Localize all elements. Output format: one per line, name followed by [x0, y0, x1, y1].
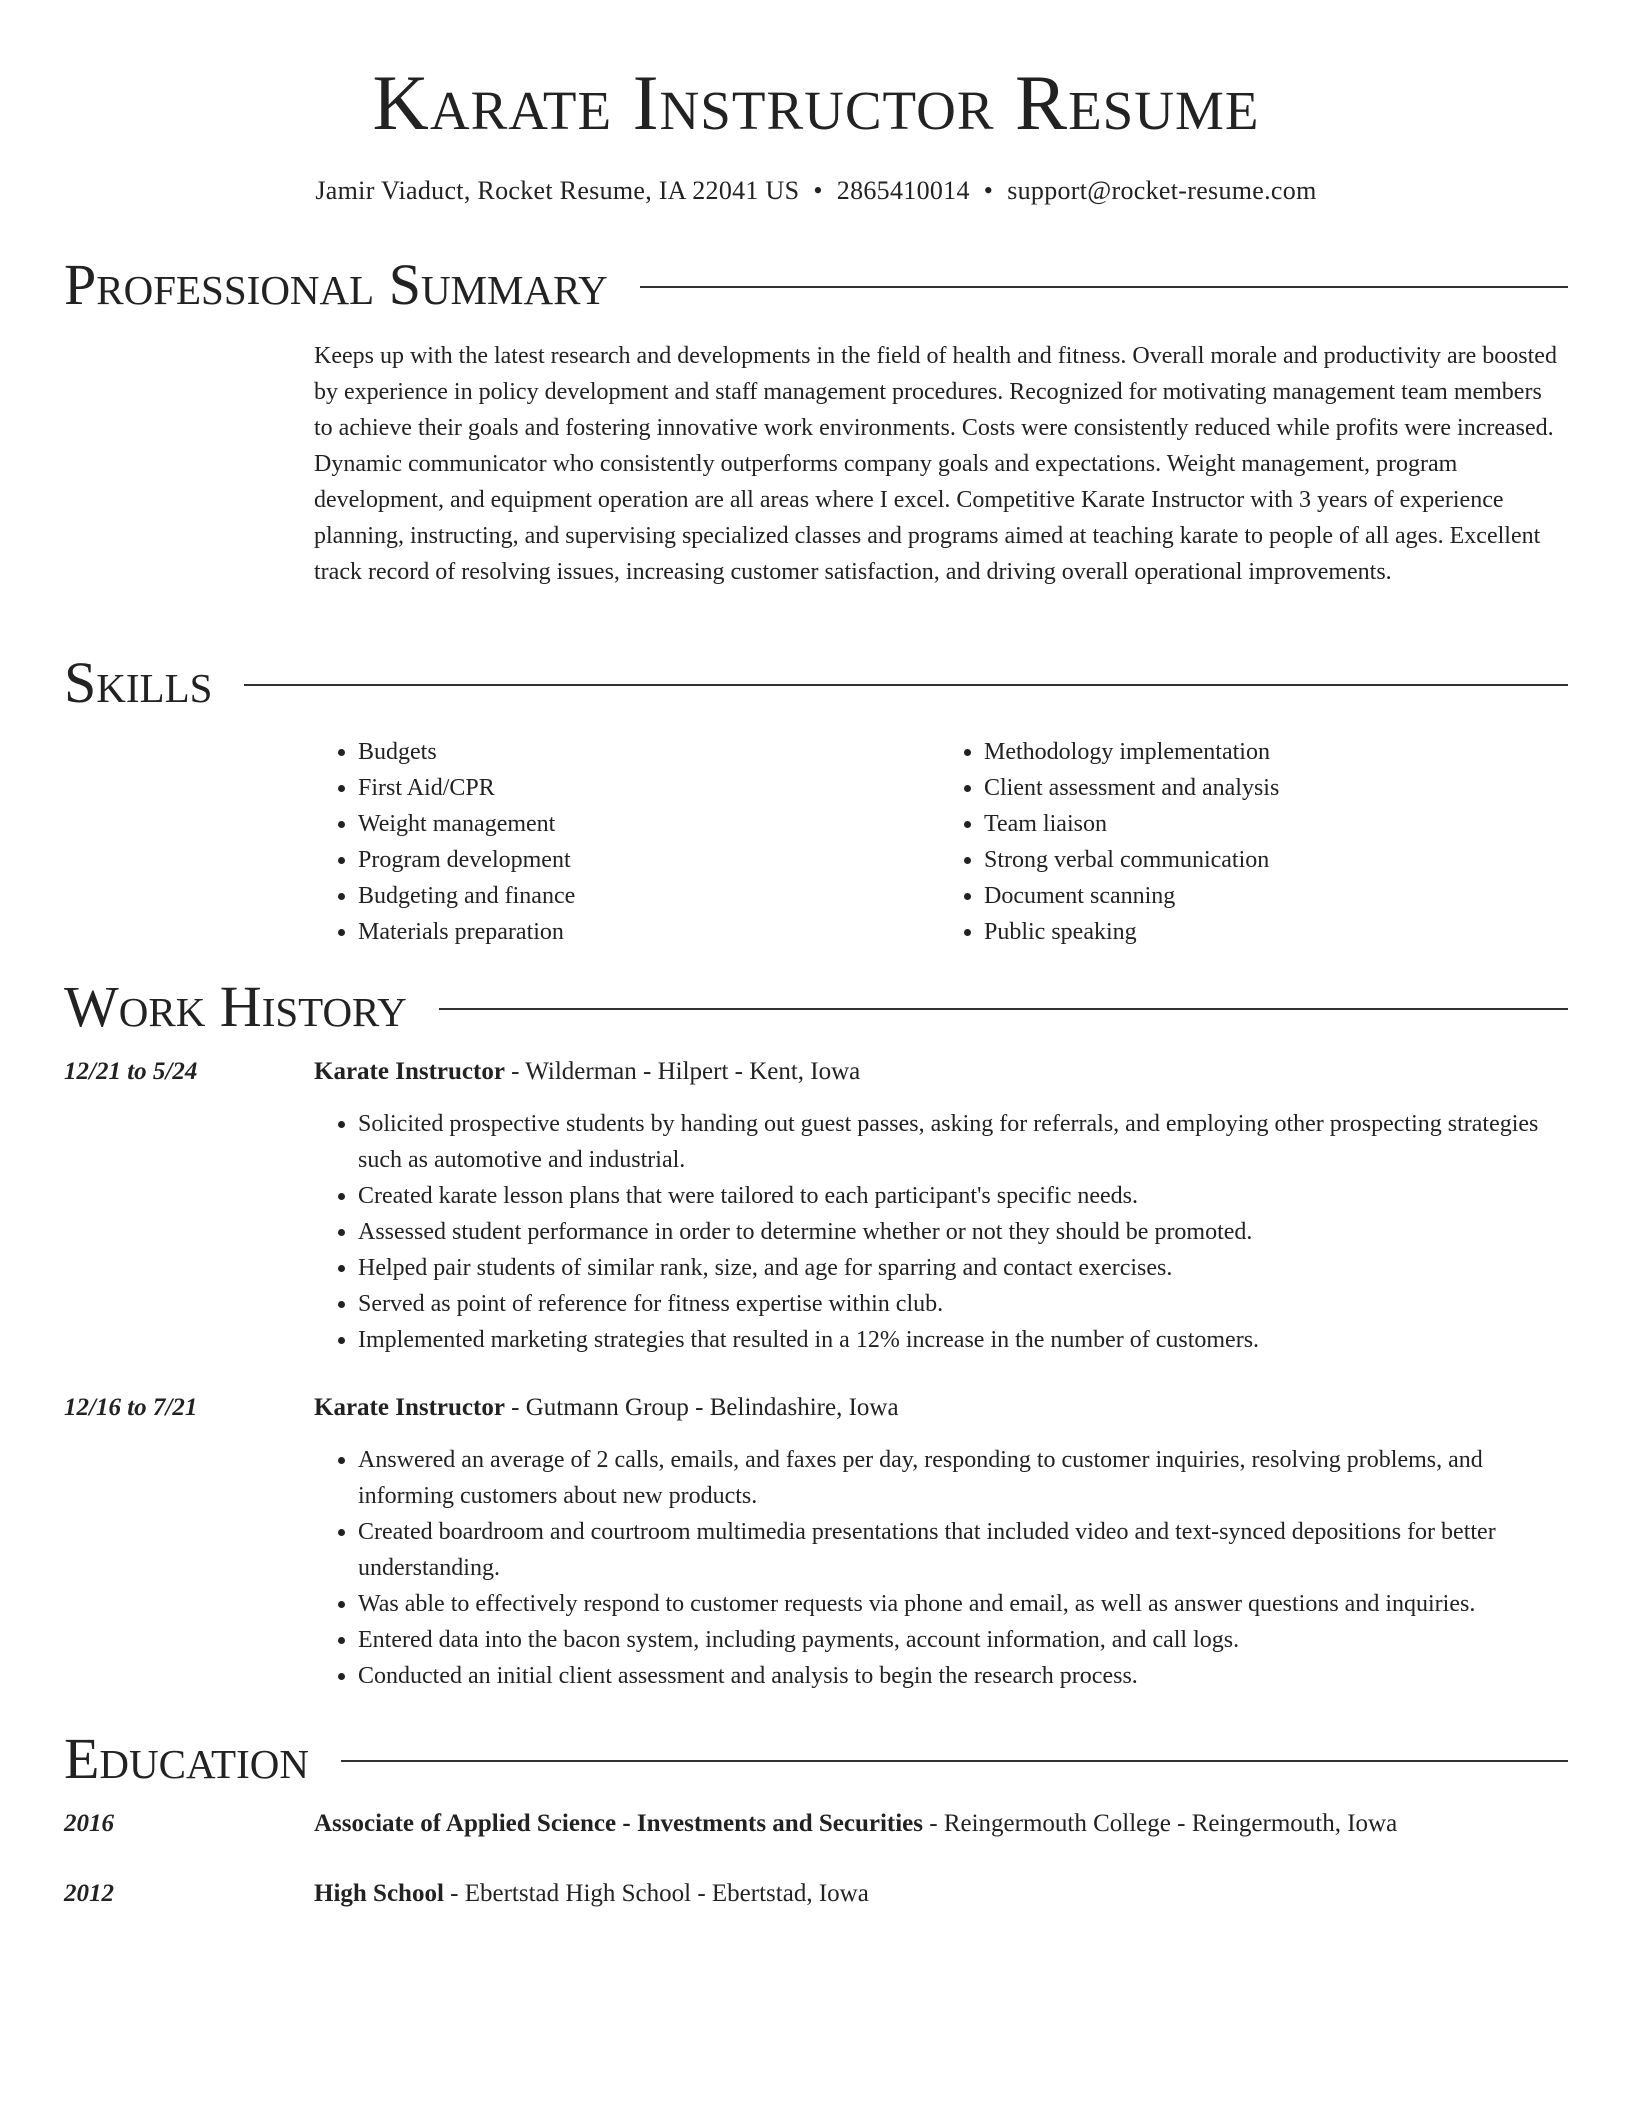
work-date: 12/21 to 5/24 [64, 1058, 198, 1085]
employer-location: - Gutmann Group - Belindashire, Iowa [504, 1394, 899, 1421]
contact-separator: • [813, 176, 823, 205]
education-entry [64, 1876, 1566, 1912]
skill-item: • Budgeting and finance [358, 878, 940, 914]
employer-location: - Wilderman - Hilpert - Kent, Iowa [504, 1058, 861, 1085]
degree-name: High School [314, 1880, 444, 1907]
skills-list [314, 734, 1566, 950]
summary-text: Keeps up with the latest research and developments in the field of health and fitness. Overall morale and productivity are boosted by experience in policy development and staff management procedures. Recognized for motivating management team members to achieve their goals and fostering innovative work environments. Costs were consistently reduced while profits were increased. Dynamic communicator who consistently outperforms company goals and expectations. Weight management, program development, and equipment operation are all areas where I excel. Competitive Karate Instructor with 3 years of experience planning, instructing, and supervising specialized classes and programs aimed at teaching karate to people of all ages. Excellent track record of resolving issues, increasing customer satisfaction, and driving overall operational improvements. [314, 343, 1557, 585]
work-bullet: • Helped pair students of similar rank, size, and age for sparring and contact exercises. [358, 1250, 1566, 1286]
work-bullet: • Was able to effectively respond to customer requests via phone and email, as well as answer questions and inquiries. [358, 1586, 1566, 1622]
work-bullet: • Implemented marketing strategies that resulted in a 12% increase in the number of customers. [358, 1322, 1566, 1358]
skill-item: • Team liaison [984, 806, 1566, 842]
skill-item: • Weight management [358, 806, 940, 842]
school-location: - Reingermouth College - Reingermouth, Iowa [923, 1810, 1398, 1837]
section-divider [244, 684, 1568, 686]
skill-item: • Strong verbal communication [984, 842, 1566, 878]
work-bullet: • Served as point of reference for fitness expertise within club. [358, 1286, 1566, 1322]
education-heading [314, 1876, 1566, 1912]
school-location: - Ebertstad High School - Ebertstad, Iowa [443, 1880, 869, 1907]
education-entry [64, 1806, 1566, 1842]
work-bullet: • Created boardroom and courtroom multimedia presentations that included video and text-synced depositions for better understanding. [358, 1514, 1566, 1586]
section-divider [439, 1008, 1568, 1010]
contact-line [0, 174, 1632, 208]
work-bullet: • Answered an average of 2 calls, emails, and faxes per day, responding to customer inquiries, resolving problems, and informing customers about new products. [358, 1442, 1566, 1514]
contact-separator: • [983, 176, 994, 205]
section-title-summary: Professional Summary [64, 252, 608, 317]
section-title-skills: Skills [64, 650, 213, 715]
skill-item: • Document scanning [984, 878, 1566, 914]
education-heading [314, 1806, 1566, 1842]
contact-phone: 2865410014 [836, 176, 970, 205]
contact-email: support@rocket-resume.com [1007, 176, 1317, 205]
contact-address: Jamir Viaduct, Rocket Resume, IA 22041 US [315, 176, 800, 205]
work-entry [64, 1390, 1566, 1694]
job-title: Karate Instructor [314, 1058, 505, 1085]
work-bullets [314, 1106, 1566, 1358]
skill-item: • First Aid/CPR [358, 770, 940, 806]
work-date: 12/16 to 7/21 [64, 1394, 198, 1421]
work-bullet: • Solicited prospective students by handing out guest passes, asking for referrals, and employing other prospecting strategies such as automotive and industrial. [358, 1106, 1566, 1178]
section-header-summary [64, 252, 1568, 318]
work-bullet: • Conducted an initial client assessment and analysis to begin the research process. [358, 1658, 1566, 1694]
section-divider [640, 286, 1568, 288]
work-bullet: • Assessed student performance in order to determine whether or not they should be promoted. [358, 1214, 1566, 1250]
skill-item: • Client assessment and analysis [984, 770, 1566, 806]
work-heading [314, 1054, 1566, 1090]
section-header-skills [64, 650, 1568, 716]
work-bullets [314, 1442, 1566, 1694]
work-entry [64, 1054, 1566, 1358]
skill-item: • Methodology implementation [984, 734, 1566, 770]
skill-item: • Public speaking [984, 914, 1566, 950]
job-title: Karate Instructor [314, 1394, 505, 1421]
section-header-education [64, 1726, 1568, 1792]
work-bullet: • Entered data into the bacon system, including payments, account information, and call logs. [358, 1622, 1566, 1658]
skill-item: • Budgets [358, 734, 940, 770]
skill-item: • Program development [358, 842, 940, 878]
section-title-education: Education [64, 1726, 309, 1791]
skill-item: • Materials preparation [358, 914, 940, 950]
section-title-work: Work History [64, 974, 407, 1039]
degree-name: Associate of Applied Science - Investments and Securities [314, 1810, 923, 1837]
education-date: 2012 [64, 1880, 114, 1907]
section-divider [341, 1760, 1568, 1762]
work-bullet: • Created karate lesson plans that were tailored to each participant's specific needs. [358, 1178, 1566, 1214]
skills-column-right [940, 734, 1566, 950]
skills-column-left [314, 734, 940, 950]
work-heading [314, 1390, 1566, 1426]
resume-title: Karate Instructor Resume [372, 59, 1260, 146]
education-date: 2016 [64, 1810, 114, 1837]
section-header-work [64, 974, 1568, 1040]
